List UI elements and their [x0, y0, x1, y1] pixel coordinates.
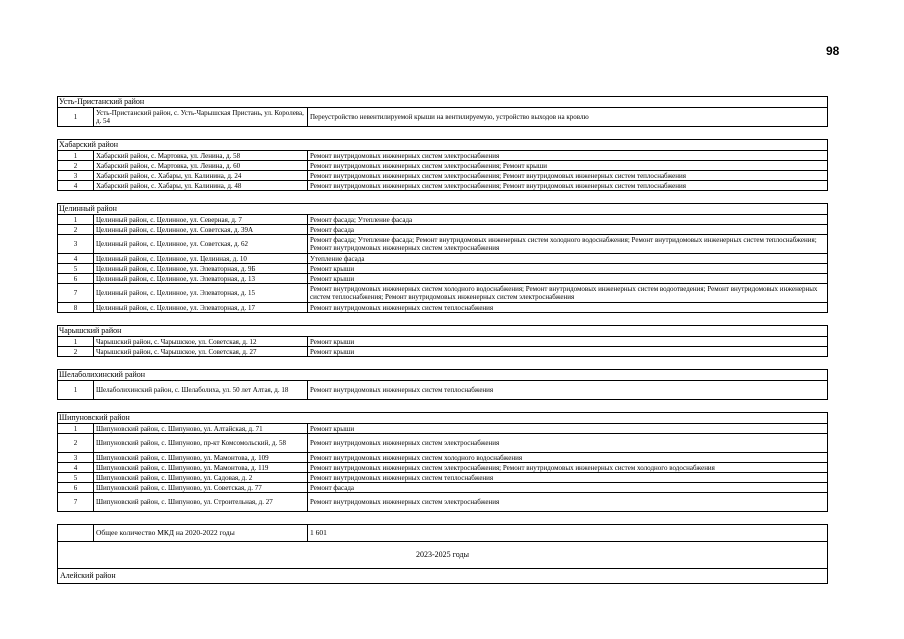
work-type-cell: Переустройство невентилируемой крыши на вентилируемую, устройство выходов на кровлю — [308, 108, 828, 127]
work-type-cell: Ремонт внутридомовых инженерных систем электроснабжения; Ремонт внутридомовых инженерных систем холодного водоснабжения — [308, 463, 828, 473]
row-number: 5 — [58, 473, 94, 483]
work-type-cell: Ремонт внутридомовых инженерных систем теплоснабжения — [308, 381, 828, 400]
district-name: Чарышский район — [58, 326, 828, 337]
period-heading: 2023-2025 годы — [58, 542, 828, 569]
district-name: Целинный район — [58, 204, 828, 215]
address-cell: Шипуновский район, с. Шипуново, пр-кт Комсомольский, д. 58 — [94, 434, 308, 453]
work-type-cell: Ремонт внутридомовых инженерных систем электроснабжения; Ремонт крыши — [308, 161, 828, 171]
table-row — [58, 424, 828, 434]
spacer-row — [58, 127, 828, 140]
table-row — [58, 108, 828, 127]
spacer-cell — [58, 127, 828, 140]
period-row — [58, 542, 828, 569]
spacer-cell — [58, 313, 828, 326]
row-number: 6 — [58, 274, 94, 284]
address-cell: Целинный район, с. Целинное, ул. Элеваторная, д. 15 — [94, 284, 308, 303]
work-type-cell: Ремонт фасада — [308, 483, 828, 493]
address-cell: Чарышский район, с. Чарышское, ул. Советская, д. 27 — [94, 347, 308, 357]
work-type-cell: Ремонт внутридомовых инженерных систем теплоснабжения — [308, 303, 828, 313]
district-header-row — [58, 569, 828, 584]
row-number: 8 — [58, 303, 94, 313]
row-number: 3 — [58, 453, 94, 463]
table-row — [58, 303, 828, 313]
work-type-cell: Ремонт внутридомовых инженерных систем электроснабжения; Ремонт внутридомовых инженерных систем теплоснабжения — [308, 171, 828, 181]
table-row — [58, 264, 828, 274]
table-row — [58, 453, 828, 463]
table-row — [58, 274, 828, 284]
work-type-cell: Ремонт внутридомовых инженерных систем теплоснабжения — [308, 473, 828, 483]
address-cell: Хабарский район, с. Хабары, ул. Калинина, д. 48 — [94, 181, 308, 191]
work-type-cell: Ремонт крыши — [308, 347, 828, 357]
table-row — [58, 235, 828, 254]
district-header-row — [58, 97, 828, 108]
table-row — [58, 381, 828, 400]
address-cell: Целинный район, с. Целинное, ул. Элеваторная, д. 17 — [94, 303, 308, 313]
row-number: 2 — [58, 434, 94, 453]
address-cell: Хабарский район, с. Мартовка, ул. Ленина, д. 58 — [94, 151, 308, 161]
address-cell: Шипуновский район, с. Шипуново, ул. Мамонтова, д. 109 — [94, 453, 308, 463]
total-row — [58, 525, 828, 542]
table-row — [58, 151, 828, 161]
table-row — [58, 463, 828, 473]
spacer-cell — [58, 512, 828, 525]
address-cell: Целинный район, с. Целинное, ул. Советская, д. 62 — [94, 235, 308, 254]
table-row — [58, 473, 828, 483]
spacer-cell — [58, 191, 828, 204]
work-type-cell: Ремонт внутридомовых инженерных систем электроснабжения — [308, 434, 828, 453]
row-number: 7 — [58, 493, 94, 512]
district-header-row — [58, 326, 828, 337]
address-cell: Целинный район, с. Целинное, ул. Элеваторная, д. 13 — [94, 274, 308, 284]
row-number: 4 — [58, 181, 94, 191]
table-row — [58, 254, 828, 264]
address-cell: Целинный район, с. Целинное, ул. Элеваторная, д. 9Б — [94, 264, 308, 274]
address-cell: Шелаболихинский район, с. Шелаболиха, ул. 50 лет Алтая, д. 18 — [94, 381, 308, 400]
row-number: 1 — [58, 381, 94, 400]
total-value: 1 601 — [308, 525, 828, 542]
work-type-cell: Ремонт фасада; Утепление фасада; Ремонт внутридомовых инженерных систем холодного водоснабжения; Ремонт внутридомовых инженерных систем теплоснабжения; Ремонт внутридомовых инженерных систем электроснабжения — [308, 235, 828, 254]
district-name: Шипуновский район — [58, 413, 828, 424]
table-row — [58, 161, 828, 171]
address-cell: Шипуновский район, с. Шипуново, ул. Садовая, д. 2 — [94, 473, 308, 483]
row-number: 7 — [58, 284, 94, 303]
spacer-cell — [58, 400, 828, 413]
row-number: 3 — [58, 235, 94, 254]
work-type-cell: Ремонт крыши — [308, 264, 828, 274]
work-type-cell: Ремонт крыши — [308, 424, 828, 434]
table-row — [58, 225, 828, 235]
table-row — [58, 284, 828, 303]
spacer-row — [58, 512, 828, 525]
row-number: 2 — [58, 225, 94, 235]
address-cell: Усть-Пристанский район, с. Усть-Чарышская Пристань, ул. Королева, д. 54 — [94, 108, 308, 127]
row-number: 1 — [58, 151, 94, 161]
work-type-cell: Ремонт крыши — [308, 337, 828, 347]
spacer-row — [58, 191, 828, 204]
address-cell: Хабарский район, с. Мартовка, ул. Ленина, д. 60 — [94, 161, 308, 171]
work-type-cell: Ремонт внутридомовых инженерных систем холодного водоснабжения — [308, 453, 828, 463]
row-number: 2 — [58, 347, 94, 357]
work-type-cell: Утепление фасада — [308, 254, 828, 264]
table-row — [58, 181, 828, 191]
row-number: 6 — [58, 483, 94, 493]
district-header-row — [58, 370, 828, 381]
row-number: 1 — [58, 215, 94, 225]
address-cell: Чарышский район, с. Чарышское, ул. Советская, д. 12 — [94, 337, 308, 347]
row-number: 1 — [58, 108, 94, 127]
district-name: Усть-Пристанский район — [58, 97, 828, 108]
table-row — [58, 493, 828, 512]
row-number: 2 — [58, 161, 94, 171]
district-name: Хабарский район — [58, 140, 828, 151]
spacer-row — [58, 357, 828, 370]
total-empty-cell — [58, 525, 94, 542]
table-row — [58, 347, 828, 357]
table-row — [58, 215, 828, 225]
work-type-cell: Ремонт внутридомовых инженерных систем холодного водоснабжения; Ремонт внутридомовых инженерных систем водоотведения; Ремонт внутридомовых инженерных систем теплоснабжения; Ремонт внутридомовых инженерных систем электроснабжения — [308, 284, 828, 303]
table-row — [58, 434, 828, 453]
work-type-cell: Ремонт внутридомовых инженерных систем электроснабжения — [308, 151, 828, 161]
district-header-row — [58, 140, 828, 151]
row-number: 3 — [58, 171, 94, 181]
table-row — [58, 171, 828, 181]
mkd-table — [57, 96, 828, 584]
district-name: Алейский район — [58, 569, 828, 584]
address-cell: Шипуновский район, с. Шипуново, ул. Строительная, д. 27 — [94, 493, 308, 512]
address-cell: Целинный район, с. Целинное, ул. Северная, д. 7 — [94, 215, 308, 225]
spacer-row — [58, 400, 828, 413]
district-name: Шелаболихинский район — [58, 370, 828, 381]
spacer-row — [58, 313, 828, 326]
district-header-row — [58, 204, 828, 215]
district-header-row — [58, 413, 828, 424]
row-number: 4 — [58, 254, 94, 264]
address-cell: Шипуновский район, с. Шипуново, ул. Мамонтова, д. 119 — [94, 463, 308, 473]
mkd-table-body — [58, 97, 828, 584]
total-label: Общее количество МКД на 2020-2022 годы — [94, 525, 308, 542]
row-number: 1 — [58, 337, 94, 347]
work-type-cell: Ремонт крыши — [308, 274, 828, 284]
page-number: 98 — [826, 44, 840, 58]
work-type-cell: Ремонт внутридомовых инженерных систем электроснабжения; Ремонт внутридомовых инженерных систем теплоснабжения — [308, 181, 828, 191]
row-number: 4 — [58, 463, 94, 473]
work-type-cell: Ремонт фасада — [308, 225, 828, 235]
table-row — [58, 337, 828, 347]
table-row — [58, 483, 828, 493]
address-cell: Целинный район, с. Целинное, ул. Целинная, д. 10 — [94, 254, 308, 264]
row-number: 1 — [58, 424, 94, 434]
row-number: 5 — [58, 264, 94, 274]
address-cell: Хабарский район, с. Хабары, ул. Калинина, д. 24 — [94, 171, 308, 181]
spacer-cell — [58, 357, 828, 370]
address-cell: Шипуновский район, с. Шипуново, ул. Алтайская, д. 71 — [94, 424, 308, 434]
address-cell: Шипуновский район, с. Шипуново, ул. Советская, д. 77 — [94, 483, 308, 493]
work-type-cell: Ремонт фасада; Утепление фасада — [308, 215, 828, 225]
address-cell: Целинный район, с. Целинное, ул. Советская, д. 39А — [94, 225, 308, 235]
work-type-cell: Ремонт внутридомовых инженерных систем электроснабжения — [308, 493, 828, 512]
